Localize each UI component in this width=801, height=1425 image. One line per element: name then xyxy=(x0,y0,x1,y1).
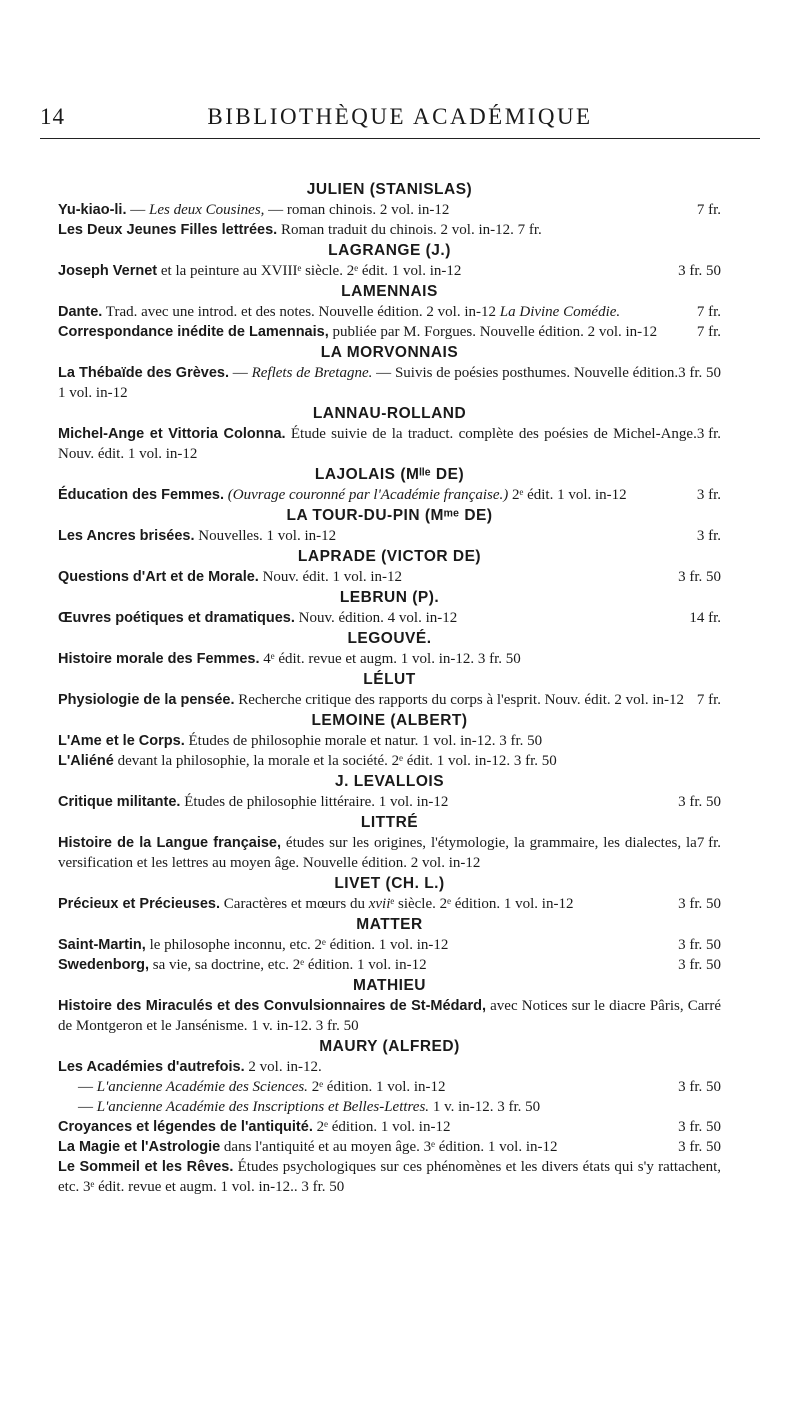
entry-text xyxy=(78,1079,446,1095)
work-description: 2ᵉ édition. 1 vol. in-12 xyxy=(312,1119,451,1135)
work-title: Histoire morale des Femmes. xyxy=(58,651,260,667)
work-title: Le Sommeil et les Rêves. xyxy=(58,1159,234,1175)
work-details: 2ᵉ édit. 1 vol. in-12 xyxy=(508,487,627,503)
catalog-entry xyxy=(58,955,721,975)
work-description: Caractères et mœurs du xyxy=(220,896,369,912)
work-price: 3 fr. 50 xyxy=(678,1139,721,1155)
author-heading: LA TOUR-DU-PIN (Mᵐᵉ DE) xyxy=(286,507,493,524)
entry-text xyxy=(58,937,448,953)
author-heading: J. LEVALLOIS xyxy=(334,773,445,790)
page-header xyxy=(40,98,760,138)
work-description: Études psychologiques sur ces phénomènes et les divers états qui s'y rattachent, etc. 3ᵉ édit. revue et augm. 1 vol. in-12.. 3 fr. 50 xyxy=(58,1159,721,1195)
work-description: Études de philosophie morale et natur. 1 vol. in-12. 3 fr. 50 xyxy=(184,733,543,749)
work-description: avec Notices sur le diacre Pâris, Carré de Montgeron et le Jansénisme. 1 v. in-12. 3 fr. 50 xyxy=(58,998,721,1034)
author-heading: LAGRANGE (J.) xyxy=(328,242,451,259)
work-subtitle: Reflets de Bretagne. xyxy=(251,365,373,381)
work-description: 4ᵉ édit. revue et augm. 1 vol. in-12. 3 fr. 50 xyxy=(259,651,521,667)
author-heading: LAPRADE (VICTOR DE) xyxy=(297,548,482,565)
catalog-entry xyxy=(58,1057,721,1077)
work-description: devant la philosophie, la morale et la société. 2ᵉ édit. 1 vol. in-12. 3 fr. 50 xyxy=(113,753,557,769)
work-title: La Magie et l'Astrologie xyxy=(58,1139,221,1155)
author-heading: MAURY (ALFRED) xyxy=(319,1038,460,1055)
work-description: — xyxy=(78,1079,97,1095)
work-title: Éducation des Femmes. xyxy=(58,487,224,503)
catalog-entry xyxy=(58,751,721,771)
author-heading: LEGOUVÉ. xyxy=(347,630,432,647)
author-heading: LEMOINE (ALBERT) xyxy=(311,712,468,729)
work-price: 3 fr. 50 xyxy=(678,896,721,912)
entry-text xyxy=(58,569,402,585)
author-heading: LAJOLAIS (Mˡˡᵉ DE) xyxy=(314,466,465,483)
work-title: Critique militante. xyxy=(58,794,181,810)
work-title: Correspondance inédite de Lamennais, xyxy=(58,324,329,340)
work-description: 2 vol. in-12. xyxy=(244,1059,322,1075)
catalog-entry xyxy=(58,1097,721,1117)
page-number: 14 xyxy=(40,104,65,129)
author-heading: LIVET (CH. L.) xyxy=(334,875,445,892)
work-title: Questions d'Art et de Morale. xyxy=(58,569,259,585)
work-subtitle: Les deux Cousines, xyxy=(149,202,265,218)
entry-text xyxy=(58,1139,557,1155)
work-title: La Thébaïde des Grèves. xyxy=(58,365,229,381)
entry-text xyxy=(58,733,542,749)
catalog-entry xyxy=(58,526,721,546)
entry-text xyxy=(78,1099,540,1115)
work-details: — roman chinois. 2 vol. in-12 xyxy=(264,202,450,218)
work-description: le philosophe inconnu, etc. 2ᵉ édition. 1 vol. in-12 xyxy=(145,937,449,953)
work-description: — xyxy=(78,1099,97,1115)
work-subtitle: L'ancienne Académie des Sciences. xyxy=(96,1079,308,1095)
work-title: Joseph Vernet xyxy=(58,263,158,279)
author-heading: LEBRUN (P). xyxy=(339,589,440,606)
catalog-entry xyxy=(58,690,721,710)
work-subtitle: L'ancienne Académie des Inscriptions et Belles-Lettres. xyxy=(96,1099,430,1115)
entry-text xyxy=(58,794,448,810)
work-title: Les Deux Jeunes Filles lettrées. xyxy=(58,222,278,238)
entry-text xyxy=(58,528,336,544)
catalog-entry xyxy=(58,200,721,220)
work-title: Saint-Martin, xyxy=(58,937,146,953)
work-price: 7 fr. xyxy=(696,202,721,218)
work-description: Nouvelles. 1 vol. in-12 xyxy=(194,528,337,544)
catalog-entry xyxy=(58,935,721,955)
catalog-entry xyxy=(58,792,721,812)
author-heading: LANNAU-ROLLAND xyxy=(312,405,467,422)
work-title: Œuvres poétiques et dramatiques. xyxy=(58,610,295,626)
work-subtitle: La Divine Comédie. xyxy=(496,304,621,320)
work-price: 7 fr. xyxy=(696,304,721,320)
author-heading: JULIEN (STANISLAS) xyxy=(306,181,473,198)
work-price: 3 fr. 50 xyxy=(678,365,721,381)
work-description: Étude suivie de la traduct. complète des poésies de Michel-Ange. Nouv. édit. 1 vol. in-12 xyxy=(58,426,697,462)
work-title: Physiologie de la pensée. xyxy=(58,692,235,708)
author-heading: LITTRÉ xyxy=(360,814,419,831)
entry-text xyxy=(58,202,449,218)
work-title: Les Académies d'autrefois. xyxy=(58,1059,245,1075)
work-price: 3 fr. 50 xyxy=(678,1079,721,1095)
work-description: sa vie, sa doctrine, etc. 2ᵉ édition. 1 vol. in-12 xyxy=(149,957,427,973)
entry-text xyxy=(58,1059,322,1075)
work-description: dans l'antiquité et au moyen âge. 3ᵉ édition. 1 vol. in-12 xyxy=(220,1139,558,1155)
author-heading: LA MORVONNAIS xyxy=(320,344,459,361)
work-price: 3 fr. 50 xyxy=(678,957,721,973)
catalog-entry xyxy=(58,1157,721,1197)
work-description: Nouv. édit. 1 vol. in-12 xyxy=(258,569,403,585)
work-details: — Suivis de poésies posthumes. Nouvelle édition. 1 vol. in-12 xyxy=(58,365,679,401)
work-title: Histoire des Miraculés et des Convulsionnaires de St-Médard, xyxy=(58,998,487,1014)
work-details: ᵉ siècle. 2ᵉ édition. 1 vol. in-12 xyxy=(390,896,574,912)
catalog-entry xyxy=(58,1077,721,1097)
author-heading: MATHIEU xyxy=(353,977,426,994)
entry-text xyxy=(58,365,678,401)
entry-text xyxy=(58,1159,721,1195)
entry-text xyxy=(58,304,620,320)
entry-text xyxy=(58,651,521,667)
work-description: Recherche critique des rapports du corps à l'esprit. Nouv. édit. 2 vol. in-12 xyxy=(234,692,685,708)
work-price: 7 fr. xyxy=(696,835,721,851)
header-rule xyxy=(40,138,760,139)
work-title: L'Ame et le Corps. xyxy=(58,733,185,749)
work-title: Michel-Ange et Vittoria Colonna. xyxy=(58,426,286,442)
entry-text xyxy=(58,896,573,912)
author-heading: MATTER xyxy=(356,916,423,933)
entry-text xyxy=(58,263,461,279)
catalog-entry xyxy=(58,424,721,464)
work-title: L'Aliéné xyxy=(58,753,114,769)
entry-text xyxy=(58,692,684,708)
entry-text xyxy=(58,487,627,503)
catalog-entry xyxy=(58,1137,721,1157)
work-price: 3 fr. 50 xyxy=(678,794,721,810)
catalog-entry xyxy=(58,649,721,669)
entry-text xyxy=(58,1119,450,1135)
work-title: Swedenborg, xyxy=(58,957,150,973)
work-subtitle: (Ouvrage couronné par l'Académie française.) xyxy=(227,487,509,503)
work-title: Dante. xyxy=(58,304,103,320)
work-description: Études de philosophie littéraire. 1 vol. in-12 xyxy=(180,794,449,810)
catalog-entry xyxy=(58,220,721,240)
work-title: Yu-kiao-li. xyxy=(58,202,127,218)
author-heading: LAMENNAIS xyxy=(341,283,438,300)
work-description: et la peinture au XVIIIᵉ siècle. 2ᵉ édit. 1 vol. in-12 xyxy=(157,263,462,279)
catalog-entry xyxy=(58,302,721,322)
entry-text xyxy=(58,753,557,769)
work-title: Les Ancres brisées. xyxy=(58,528,195,544)
catalog-entry xyxy=(58,608,721,628)
catalog-entry xyxy=(58,731,721,751)
catalog-entry xyxy=(58,322,721,342)
catalog-entry xyxy=(58,1117,721,1137)
work-details: 2ᵉ édition. 1 vol. in-12 xyxy=(307,1079,446,1095)
work-price: 3 fr. xyxy=(696,528,721,544)
catalog-entry xyxy=(58,894,721,914)
catalog-entry xyxy=(58,833,721,873)
work-price: 3 fr. 50 xyxy=(678,937,721,953)
entry-text xyxy=(58,610,457,626)
entry-text xyxy=(58,835,697,871)
work-price: 3 fr. xyxy=(696,426,721,442)
catalog-entry xyxy=(58,261,721,281)
work-price: 14 fr. xyxy=(689,610,721,626)
work-description: Trad. avec une introd. et des notes. Nouvelle édition. 2 vol. in-12 xyxy=(102,304,497,320)
work-price: 3 fr. xyxy=(696,487,721,503)
catalog-entry xyxy=(58,363,721,403)
work-description: Roman traduit du chinois. 2 vol. in-12. 7 fr. xyxy=(277,222,542,238)
work-description: publiée par M. Forgues. Nouvelle édition. 2 vol. in-12 xyxy=(328,324,658,340)
work-price: 3 fr. 50 xyxy=(678,569,721,585)
author-heading: LÉLUT xyxy=(363,671,416,688)
work-description: études sur les origines, l'étymologie, la grammaire, les dialectes, la versification et les lettres au moyen âge. Nouvelle édition. 2 vol. in-12 xyxy=(58,835,697,871)
work-description: — xyxy=(229,365,252,381)
entry-text xyxy=(58,998,721,1034)
catalog-body xyxy=(58,179,721,1197)
work-subtitle: xvii xyxy=(368,896,391,912)
work-details: 1 v. in-12. 3 fr. 50 xyxy=(429,1099,541,1115)
work-price: 7 fr. xyxy=(696,324,721,340)
work-price: 3 fr. 50 xyxy=(678,263,721,279)
catalog-entry xyxy=(58,996,721,1036)
work-title: Précieux et Précieuses. xyxy=(58,896,221,912)
work-price: 3 fr. 50 xyxy=(678,1119,721,1135)
entry-text xyxy=(58,426,697,462)
work-description: Nouv. édition. 4 vol. in-12 xyxy=(294,610,458,626)
catalog-entry xyxy=(58,485,721,505)
work-title: Histoire de la Langue française, xyxy=(58,835,282,851)
running-head: BIBLIOTHÈQUE ACADÉMIQUE xyxy=(207,104,593,129)
entry-text xyxy=(58,957,427,973)
work-description: — xyxy=(126,202,149,218)
work-title: Croyances et légendes de l'antiquité. xyxy=(58,1119,313,1135)
entry-text xyxy=(58,222,542,238)
entry-text xyxy=(58,324,657,340)
work-price: 7 fr. xyxy=(696,692,721,708)
catalog-entry xyxy=(58,567,721,587)
